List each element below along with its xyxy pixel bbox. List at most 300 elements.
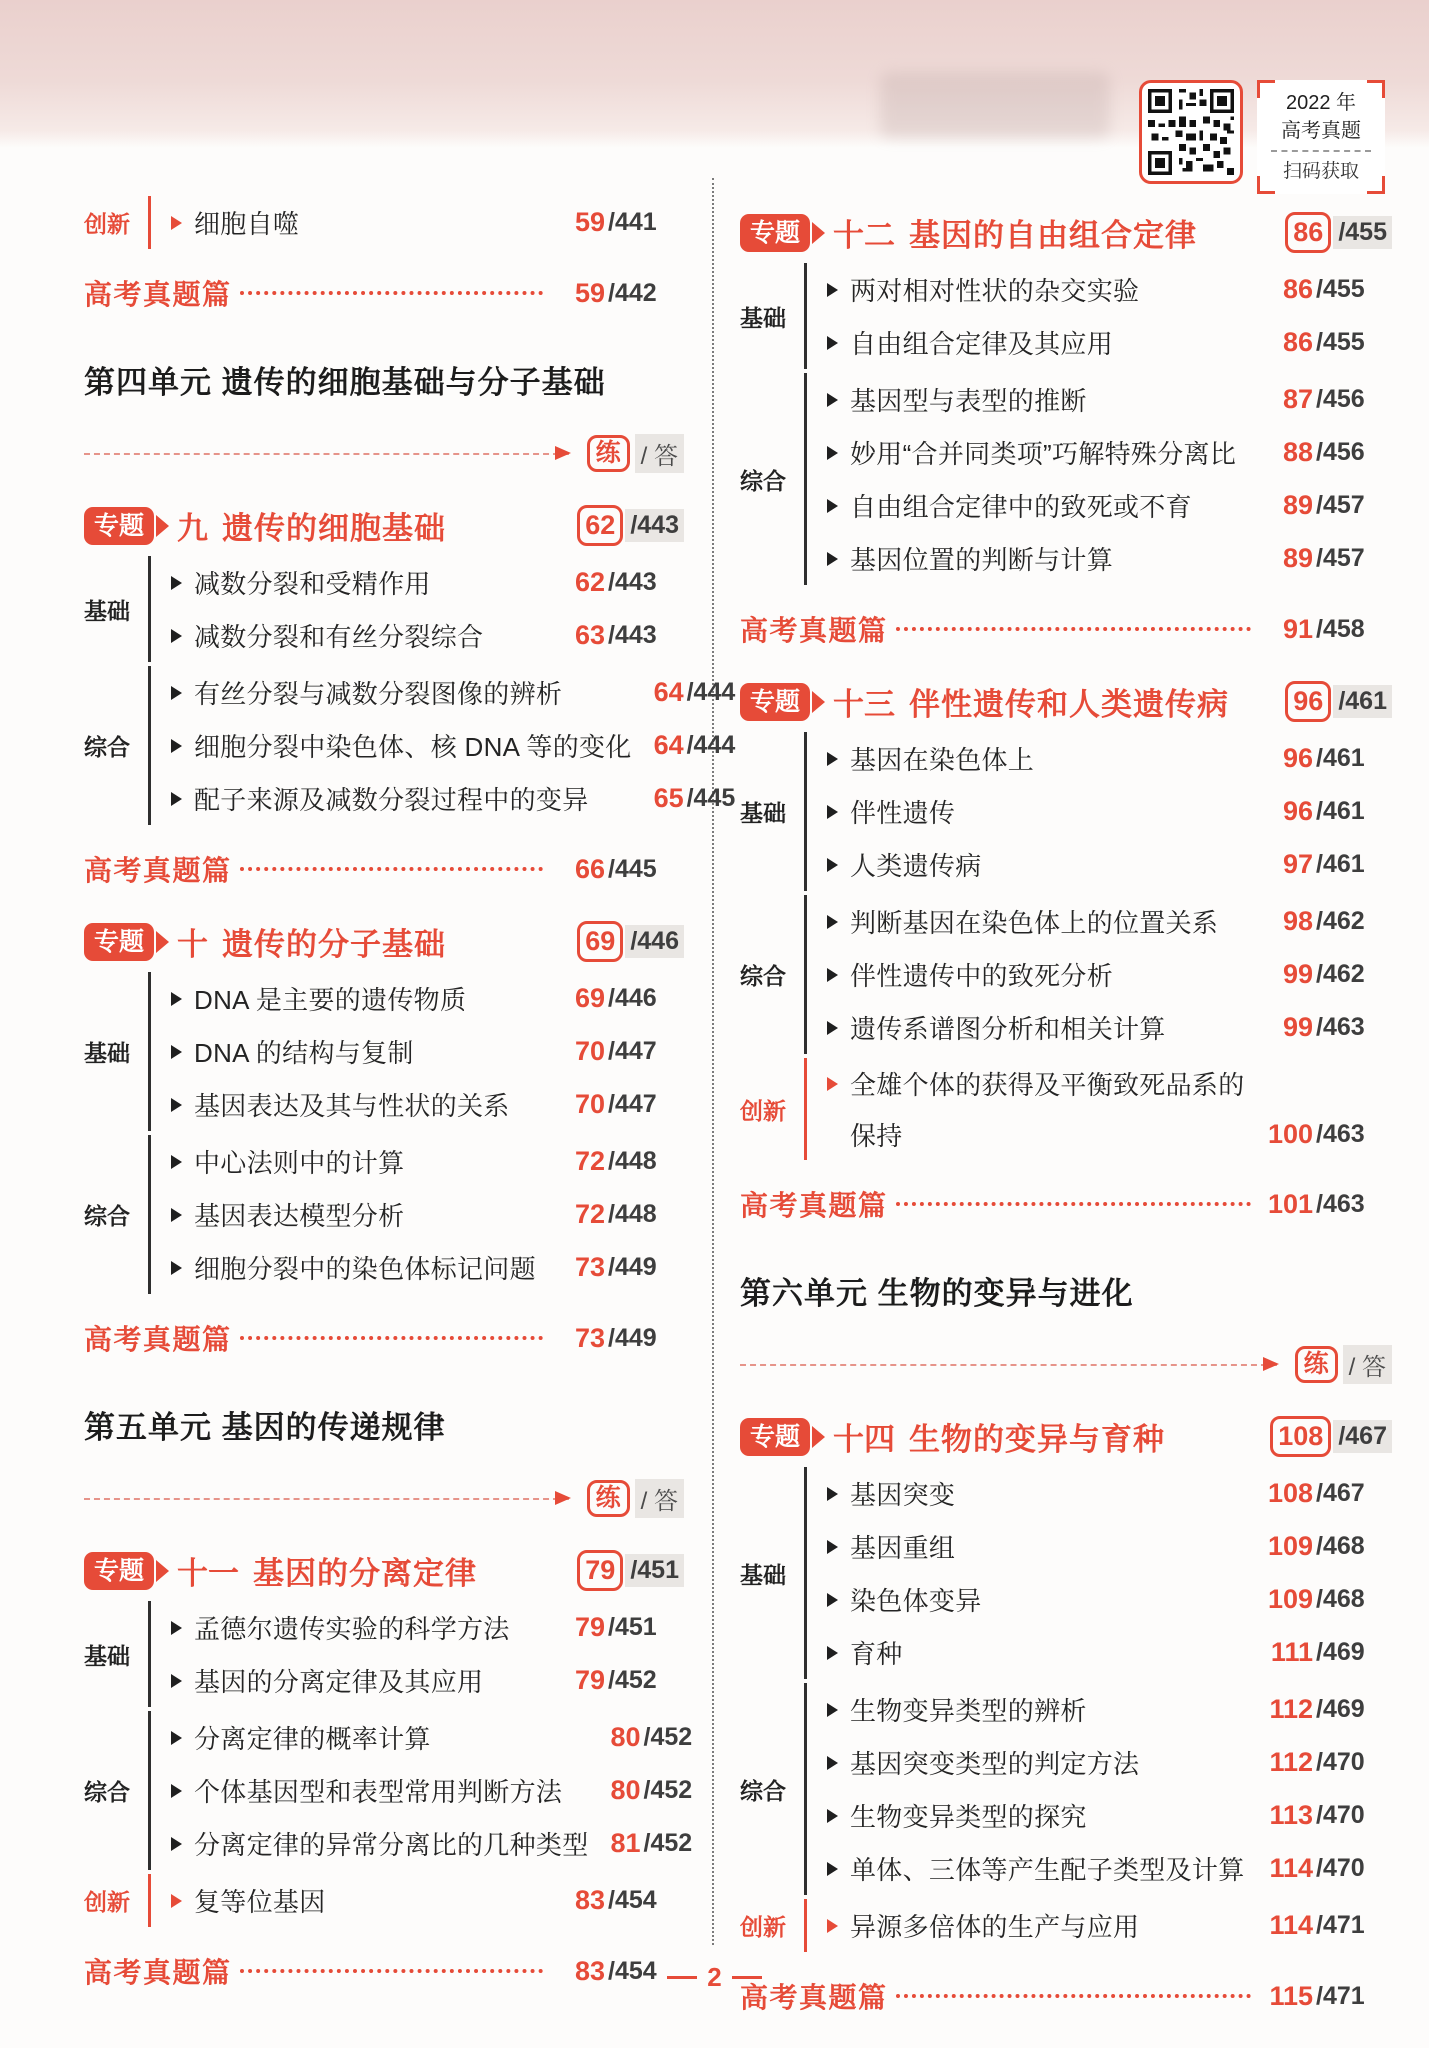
toc-item-row — [827, 1842, 1392, 1895]
toc-item-row — [171, 1601, 684, 1654]
item-page-number: 108 — [1267, 1478, 1313, 1508]
item-line — [827, 1109, 1392, 1160]
group-label: 综合 — [740, 1777, 786, 1804]
group-label: 基础 — [740, 800, 786, 826]
triangle-bullet-icon — [827, 1077, 838, 1091]
answer-label — [635, 434, 684, 473]
topic-header-row — [740, 210, 1392, 255]
item-title: 基因型与表型的推断 — [850, 386, 1087, 416]
item-page-number: 80 — [610, 1722, 641, 1752]
topic-number: 十 — [177, 927, 209, 962]
triangle-bullet-icon — [827, 1021, 838, 1035]
toc-item-row — [827, 1899, 1392, 1952]
item-title: 有丝分裂与减数分裂图像的辨析 — [194, 679, 563, 709]
item-page-number: 86 — [1282, 274, 1313, 304]
toc-item-row — [171, 666, 763, 719]
item-title: 减数分裂和有丝分裂综合 — [194, 622, 484, 652]
item-title: 基因重组 — [850, 1533, 956, 1563]
exam-title: 高考真题篇 — [84, 279, 232, 310]
group-label: 基础 — [740, 1561, 786, 1588]
topic-group — [740, 1683, 1392, 1895]
topic-page-box: 86 — [1285, 212, 1331, 253]
practice-answer-row — [84, 1479, 684, 1518]
item-page-number: 88 — [1282, 437, 1313, 467]
topic-badge: 专题 — [740, 214, 810, 252]
exam-title: 高考真题篇 — [740, 1982, 888, 2013]
qr-code-frame — [1139, 80, 1243, 184]
item-answer-page: /463 — [1316, 1013, 1365, 1041]
practice-answer-legend — [587, 1479, 684, 1518]
footer-dash-icon — [667, 1976, 697, 1979]
toc-item-row — [827, 1683, 1392, 1736]
topic-header-row — [740, 679, 1392, 724]
triangle-bullet-icon — [171, 686, 182, 700]
topic-answer-page: /446 — [625, 925, 684, 958]
triangle-bullet-icon — [827, 283, 838, 297]
item-answer-page: /461 — [1316, 744, 1365, 772]
item-answer-page: /469 — [1316, 1695, 1365, 1723]
topic-page-box: 79 — [577, 1550, 623, 1591]
group-items — [804, 263, 1392, 369]
exam-title: 高考真题篇 — [740, 1190, 888, 1221]
toc-column-right — [740, 170, 1392, 2044]
topic-group — [740, 1467, 1392, 1679]
toc-item-row — [171, 1764, 720, 1817]
practice-answer-legend — [587, 434, 684, 473]
show-through-watermark — [880, 72, 1110, 138]
toc-item-row — [827, 316, 1392, 369]
item-title: 中心法则中的计算 — [194, 1148, 405, 1178]
item-answer-page: /444 — [686, 731, 736, 759]
toc-item-row — [827, 1789, 1392, 1842]
topic-answer-page: /461 — [1333, 685, 1392, 718]
topic-page-box: 108 — [1270, 1416, 1331, 1457]
item-answer-page: /470 — [1316, 1854, 1365, 1882]
item-title-continued: 保持 — [850, 1121, 903, 1151]
item-page-number: 59 — [574, 277, 605, 308]
topic-group — [740, 732, 1392, 891]
qr-caption-line1: 2022 年 — [1285, 92, 1357, 114]
item-answer-page: /455 — [1316, 328, 1365, 356]
triangle-bullet-icon — [171, 792, 182, 806]
topic-group — [740, 373, 1392, 585]
topic-badge-notch-icon — [156, 931, 169, 953]
item-answer-page: /458 — [1316, 614, 1365, 643]
item-answer-page: /461 — [1316, 797, 1365, 825]
practice-badge: 练 — [587, 1480, 630, 1517]
corner-bracket-icon — [1367, 80, 1385, 98]
arrowhead-icon — [555, 446, 571, 460]
item-page-number: 115 — [1269, 1980, 1313, 2011]
triangle-bullet-icon — [171, 1208, 182, 1222]
exam-row — [84, 849, 684, 889]
item-title: 细胞分裂中染色体、核 DNA 等的变化 — [194, 732, 632, 762]
topic-badge: 专题 — [740, 1418, 810, 1456]
triangle-bullet-icon — [827, 446, 838, 460]
item-title: 分离定律的概率计算 — [194, 1724, 431, 1754]
answer-label — [635, 1479, 684, 1518]
triangle-bullet-icon — [827, 1919, 838, 1933]
topic-answer-page: /467 — [1333, 1420, 1392, 1453]
item-page-number: 89 — [1282, 543, 1313, 573]
item-title: 基因突变类型的判定方法 — [850, 1749, 1140, 1779]
item-page-number: 70 — [574, 1036, 605, 1066]
topic-group — [84, 196, 684, 249]
toc-item-row — [171, 1025, 684, 1078]
item-answer-page: /471 — [1316, 1911, 1365, 1939]
separator: / — [1348, 1354, 1356, 1381]
toc-item-row — [827, 1467, 1392, 1520]
group-label: 创新 — [740, 1097, 786, 1124]
toc-item-row — [827, 479, 1392, 532]
caption-divider — [1271, 150, 1371, 152]
toc-item-row — [171, 719, 763, 772]
group-label: 创新 — [84, 211, 130, 237]
triangle-bullet-icon — [827, 805, 838, 819]
triangle-bullet-icon — [827, 336, 838, 350]
practice-answer-row — [740, 1345, 1392, 1384]
toc-item-row — [827, 426, 1392, 479]
item-page-number: 101 — [1267, 1188, 1313, 1219]
triangle-bullet-icon — [171, 739, 182, 753]
topic-badge: 专题 — [740, 683, 810, 721]
item-title: 育种 — [850, 1639, 903, 1669]
item-answer-page: /443 — [608, 621, 657, 649]
unit-title: 第五单元 基因的传递规律 — [84, 1410, 446, 1445]
item-page-number: 69 — [574, 983, 605, 1013]
item-page-number: 62 — [574, 567, 605, 597]
triangle-bullet-icon — [827, 499, 838, 513]
exam-row — [84, 1318, 684, 1358]
group-items — [148, 1711, 720, 1870]
item-answer-page: /462 — [1316, 960, 1365, 988]
toc-item-row — [171, 609, 684, 662]
group-label: 综合 — [740, 963, 786, 989]
triangle-bullet-icon — [171, 992, 182, 1006]
arrowhead-icon — [1263, 1357, 1279, 1371]
item-answer-page: /455 — [1316, 275, 1365, 303]
topic-title: 基因的分离定律 — [253, 1556, 478, 1591]
toc-item-row — [827, 838, 1392, 891]
item-answer-page: /446 — [608, 984, 657, 1012]
item-answer-page: /452 — [643, 1829, 693, 1857]
item-title: 基因位置的判断与计算 — [850, 545, 1114, 575]
item-answer-page: /467 — [1316, 1479, 1365, 1507]
toc-item-row — [827, 1626, 1392, 1679]
triangle-bullet-icon — [827, 1809, 838, 1823]
item-title: 染色体变异 — [850, 1586, 982, 1616]
triangle-bullet-icon — [827, 752, 838, 766]
column-divider — [712, 178, 714, 1945]
topic-header-row — [84, 503, 684, 548]
topic-title: 遗传的细胞基础 — [222, 511, 447, 546]
item-answer-page: /463 — [1316, 1120, 1365, 1148]
topic-group — [740, 1058, 1392, 1160]
item-page-number: 59 — [574, 207, 605, 237]
triangle-bullet-icon — [827, 552, 838, 566]
triangle-bullet-icon — [171, 1731, 182, 1745]
toc-item-row — [171, 1817, 720, 1870]
item-page-number: 66 — [574, 853, 605, 884]
exam-row — [740, 1184, 1392, 1224]
group-label: 基础 — [84, 597, 130, 624]
toc-item-row — [827, 1058, 1392, 1160]
group-label: 综合 — [84, 1779, 130, 1805]
practice-badge: 练 — [1295, 1346, 1338, 1383]
item-page-number: 99 — [1282, 959, 1313, 989]
item-title: 细胞自噬 — [194, 209, 300, 239]
topic-title: 生物的变异与育种 — [909, 1422, 1166, 1457]
corner-bracket-icon — [1257, 80, 1275, 98]
item-page-number: 64 — [653, 730, 684, 760]
unit-title: 第六单元 生物的变异与进化 — [740, 1276, 1134, 1311]
topic-page-box: 96 — [1285, 681, 1331, 722]
item-answer-page: /447 — [608, 1090, 657, 1118]
topic-group — [84, 972, 684, 1131]
item-title: 妙用“合并同类项”巧解特殊分离比 — [850, 439, 1237, 469]
dots-leader-icon — [240, 1336, 543, 1340]
triangle-bullet-icon — [827, 1540, 838, 1554]
item-page-number: 63 — [574, 620, 605, 650]
dashed-arrow-icon — [84, 1498, 569, 1500]
topic-title: 伴性遗传和人类遗传病 — [909, 687, 1230, 722]
item-page-number: 86 — [1282, 327, 1313, 357]
topic-group — [84, 1135, 684, 1294]
item-answer-page: /454 — [608, 1886, 657, 1914]
triangle-bullet-icon — [171, 629, 182, 643]
toc-item-row — [827, 263, 1392, 316]
item-title: DNA 的结构与复制 — [194, 1038, 414, 1068]
item-answer-page: /471 — [1316, 1981, 1365, 2010]
item-answer-page: /441 — [608, 208, 657, 236]
separator: / — [640, 443, 648, 470]
item-page-number: 83 — [574, 1955, 605, 1986]
item-answer-page: /445 — [686, 784, 736, 812]
triangle-bullet-icon — [171, 1837, 182, 1851]
toc-item-row — [171, 1078, 684, 1131]
group-items — [804, 1683, 1392, 1895]
triangle-bullet-icon — [171, 576, 182, 590]
topic-group — [84, 1601, 684, 1707]
topic-group — [740, 895, 1392, 1054]
exam-title: 高考真题篇 — [84, 1324, 232, 1355]
group-items — [804, 1058, 1392, 1160]
topic-title: 基因的自由组合定律 — [909, 218, 1198, 253]
item-title: 减数分裂和受精作用 — [194, 569, 431, 599]
item-page-number: 114 — [1269, 1853, 1313, 1883]
item-page-number: 70 — [574, 1089, 605, 1119]
group-items — [148, 556, 684, 662]
toc-item-row — [171, 196, 684, 249]
item-page-number: 65 — [653, 783, 684, 813]
item-title: 异源多倍体的生产与应用 — [850, 1912, 1140, 1942]
item-answer-page: /449 — [608, 1323, 657, 1352]
topic-group — [84, 556, 684, 662]
item-answer-page: /463 — [1316, 1189, 1365, 1218]
item-answer-page: /452 — [643, 1723, 693, 1751]
answer-text: 答 — [647, 443, 678, 470]
topic-answer-page: /451 — [625, 1554, 684, 1587]
triangle-bullet-icon — [827, 1862, 838, 1876]
triangle-bullet-icon — [827, 1487, 838, 1501]
item-answer-page: /444 — [686, 678, 736, 706]
triangle-bullet-icon — [171, 1045, 182, 1059]
group-label: 创新 — [84, 1889, 130, 1915]
exam-row — [740, 609, 1392, 649]
group-items — [804, 1467, 1392, 1679]
group-items — [148, 196, 684, 249]
item-page-number: 81 — [610, 1828, 641, 1858]
topic-group — [740, 263, 1392, 369]
item-page-number: 79 — [574, 1612, 605, 1642]
dashed-arrow-icon — [740, 1364, 1277, 1366]
item-page-number: 109 — [1267, 1584, 1313, 1614]
dots-leader-icon — [240, 291, 543, 295]
item-page-number: 64 — [653, 677, 684, 707]
item-title: 复等位基因 — [194, 1887, 326, 1917]
triangle-bullet-icon — [171, 1621, 182, 1635]
toc-item-row — [171, 1241, 684, 1294]
toc-item-row — [171, 972, 684, 1025]
item-page-number: 111 — [1270, 1637, 1313, 1667]
toc-item-row — [827, 1520, 1392, 1573]
item-page-number: 72 — [574, 1199, 605, 1229]
answer-text: 答 — [647, 1488, 678, 1515]
item-answer-page: /442 — [608, 278, 657, 307]
item-page-number: 98 — [1282, 906, 1313, 936]
item-title: 自由组合定律及其应用 — [850, 329, 1114, 359]
triangle-bullet-icon — [171, 1261, 182, 1275]
item-answer-page: /443 — [608, 568, 657, 596]
topic-number: 十四 — [833, 1422, 896, 1457]
practice-badge: 练 — [587, 435, 630, 472]
dots-leader-icon — [240, 867, 543, 871]
item-answer-page: /456 — [1316, 385, 1365, 413]
item-answer-page: /457 — [1316, 491, 1365, 519]
item-line — [827, 1058, 1392, 1109]
item-page-number: 91 — [1282, 613, 1313, 644]
toc-item-row — [827, 1573, 1392, 1626]
triangle-bullet-icon — [171, 1098, 182, 1112]
triangle-bullet-icon — [827, 858, 838, 872]
toc-item-row — [827, 732, 1392, 785]
dots-leader-icon — [896, 1202, 1251, 1206]
item-title: 配子来源及减数分裂过程中的变异 — [194, 785, 589, 815]
group-items — [804, 895, 1392, 1054]
item-answer-page: /469 — [1316, 1638, 1365, 1666]
toc-column-left — [84, 170, 736, 2019]
triangle-bullet-icon — [827, 393, 838, 407]
topic-page-box: 69 — [577, 921, 623, 962]
item-title: 个体基因型和表型常用判断方法 — [194, 1777, 563, 1807]
dashed-arrow-icon — [84, 453, 569, 455]
toc-item-row — [171, 1654, 684, 1707]
group-label: 综合 — [740, 467, 786, 494]
item-answer-page: /462 — [1316, 907, 1365, 935]
practice-answer-legend — [1295, 1345, 1392, 1384]
item-title: 人类遗传病 — [850, 851, 982, 881]
toc-item-row — [171, 1135, 684, 1188]
item-answer-page: /451 — [608, 1613, 657, 1641]
group-items — [148, 1601, 684, 1707]
item-page-number: 80 — [610, 1775, 641, 1805]
group-label: 综合 — [84, 1203, 130, 1229]
topic-number: 十一 — [177, 1556, 240, 1591]
toc-item-row — [171, 1711, 720, 1764]
group-label: 创新 — [740, 1914, 786, 1940]
item-title: DNA 是主要的遗传物质 — [194, 985, 467, 1015]
item-answer-page: /468 — [1316, 1585, 1365, 1613]
item-answer-page: /445 — [608, 854, 657, 883]
toc-item-row — [171, 772, 763, 825]
unit-title: 第四单元 遗传的细胞基础与分子基础 — [84, 365, 606, 400]
group-items — [148, 666, 763, 825]
topic-answer-page: /455 — [1333, 216, 1392, 249]
item-answer-page: /456 — [1316, 438, 1365, 466]
exam-title: 高考真题篇 — [740, 615, 888, 646]
triangle-bullet-icon — [171, 1784, 182, 1798]
dots-leader-icon — [896, 1994, 1251, 1998]
page-number: 2 — [707, 1962, 722, 1992]
qr-code-icon — [1148, 89, 1234, 175]
toc-item-row — [827, 373, 1392, 426]
triangle-bullet-icon — [827, 1593, 838, 1607]
triangle-bullet-icon — [171, 1894, 182, 1908]
topic-header-row — [84, 919, 684, 964]
item-page-number: 73 — [574, 1322, 605, 1353]
item-answer-page: /468 — [1316, 1532, 1365, 1560]
item-title: 两对相对性状的杂交实验 — [850, 276, 1140, 306]
topic-group — [84, 666, 736, 825]
item-title: 判断基因在染色体上的位置关系 — [850, 908, 1219, 938]
exam-title: 高考真题篇 — [84, 855, 232, 886]
topic-group — [84, 1711, 693, 1870]
item-title: 生物变异类型的辨析 — [850, 1696, 1087, 1726]
item-page-number: 112 — [1269, 1747, 1313, 1777]
toc-item-row — [827, 948, 1392, 1001]
item-answer-page: /457 — [1316, 544, 1365, 572]
item-page-number: 83 — [574, 1885, 605, 1915]
item-page-number: 114 — [1269, 1910, 1313, 1940]
topic-badge: 专题 — [84, 507, 154, 545]
exam-title: 高考真题篇 — [84, 1957, 232, 1988]
toc-item-row — [827, 1736, 1392, 1789]
dots-leader-icon — [896, 627, 1251, 631]
toc-item-row — [171, 1874, 684, 1927]
topic-number: 九 — [177, 511, 209, 546]
qr-caption-action: 扫码获取 — [1282, 161, 1359, 182]
toc-item-row — [827, 1001, 1392, 1054]
group-items — [148, 972, 684, 1131]
item-answer-page: /470 — [1316, 1748, 1365, 1776]
item-title: 细胞分裂中的染色体标记问题 — [194, 1254, 536, 1284]
item-answer-page: /452 — [608, 1666, 657, 1694]
qr-caption-line2: 高考真题 — [1281, 120, 1361, 142]
topic-header-row — [740, 1414, 1392, 1459]
topic-badge: 专题 — [84, 923, 154, 961]
toc-item-row — [171, 556, 684, 609]
topic-title: 遗传的分子基础 — [222, 927, 447, 962]
topic-badge-notch-icon — [156, 515, 169, 537]
item-answer-page: /448 — [608, 1200, 657, 1228]
item-page-number: 73 — [574, 1252, 605, 1282]
item-title: 全雄个体的获得及平衡致死品系的 — [850, 1070, 1245, 1100]
arrowhead-icon — [555, 1491, 571, 1505]
triangle-bullet-icon — [827, 915, 838, 929]
item-title: 基因表达及其与性状的关系 — [194, 1091, 510, 1121]
item-answer-page: /461 — [1316, 850, 1365, 878]
group-items — [148, 1135, 684, 1294]
